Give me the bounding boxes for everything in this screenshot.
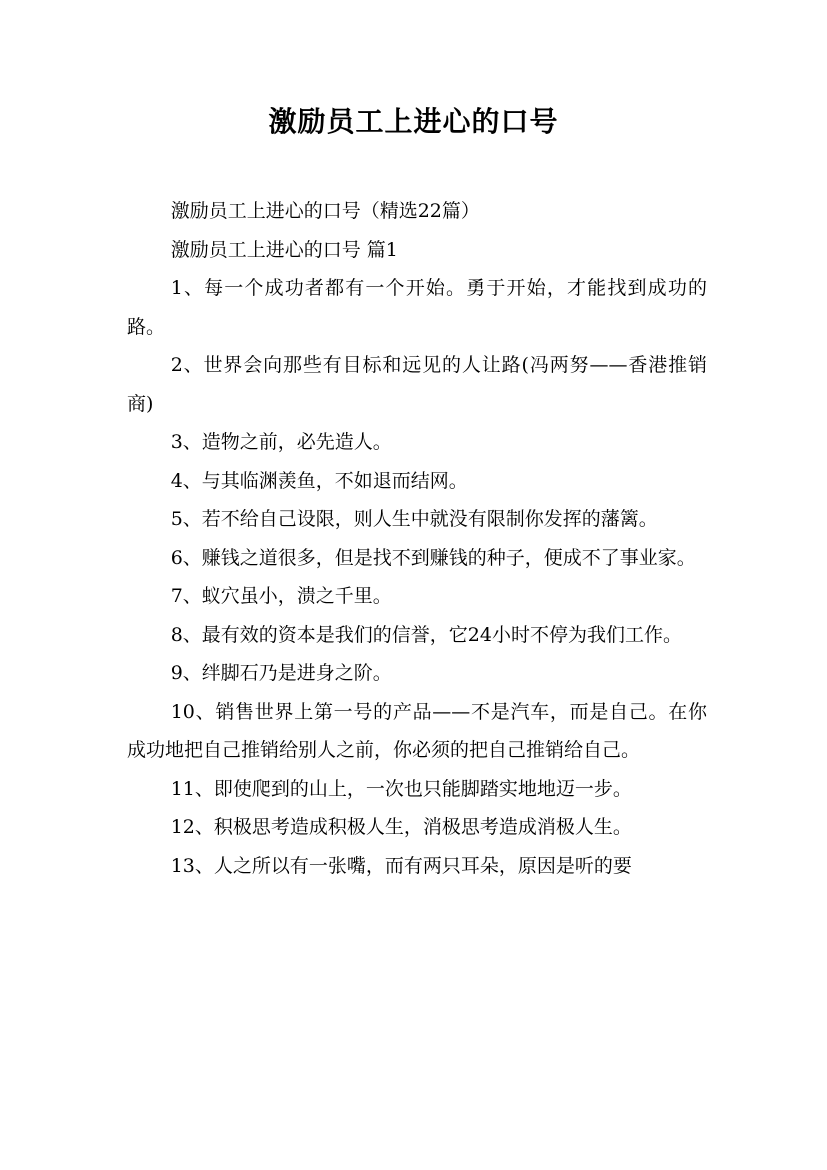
paragraph: 2、世界会向那些有目标和远见的人让路(冯两努——香港推销商) <box>127 354 707 415</box>
paragraph: 5、若不给自己设限，则人生中就没有限制你发挥的藩篱。 <box>170 508 658 530</box>
paragraph: 11、即使爬到的山上，一次也只能脚踏实地地迈一步。 <box>170 777 632 800</box>
paragraph: 激励员工上进心的口号（精选22篇） <box>170 200 480 222</box>
paragraph: 4、与其临渊羡鱼，不如退而结网。 <box>170 469 468 492</box>
paragraph: 1、每一个成功者都有一个开始。勇于开始，才能找到成功的路。 <box>127 277 707 338</box>
paragraph: 10、销售世界上第一号的产品——不是汽车，而是自己。在你成功地把自己推销给别人之前，你必须的把自己推销给自己。 <box>127 700 707 761</box>
paragraph: 9、绊脚石乃是进身之阶。 <box>170 662 392 684</box>
document-body <box>127 192 707 885</box>
paragraph: 3、造物之前，必先造人。 <box>170 431 392 453</box>
document-title: 激励员工上进心的口号 <box>268 105 559 138</box>
paragraph: 7、蚁穴虽小，溃之千里。 <box>170 585 392 607</box>
paragraph: 激励员工上进心的口号 篇1 <box>170 238 398 261</box>
paragraph: 13、人之所以有一张嘴，而有两只耳朵，原因是听的要 <box>170 854 632 877</box>
paragraph: 8、最有效的资本是我们的信誉，它24小时不停为我们工作。 <box>170 623 682 646</box>
paragraph: 6、赚钱之道很多，但是找不到赚钱的种子，便成不了事业家。 <box>170 546 696 569</box>
paragraph: 12、积极思考造成积极人生，消极思考造成消极人生。 <box>170 816 632 838</box>
